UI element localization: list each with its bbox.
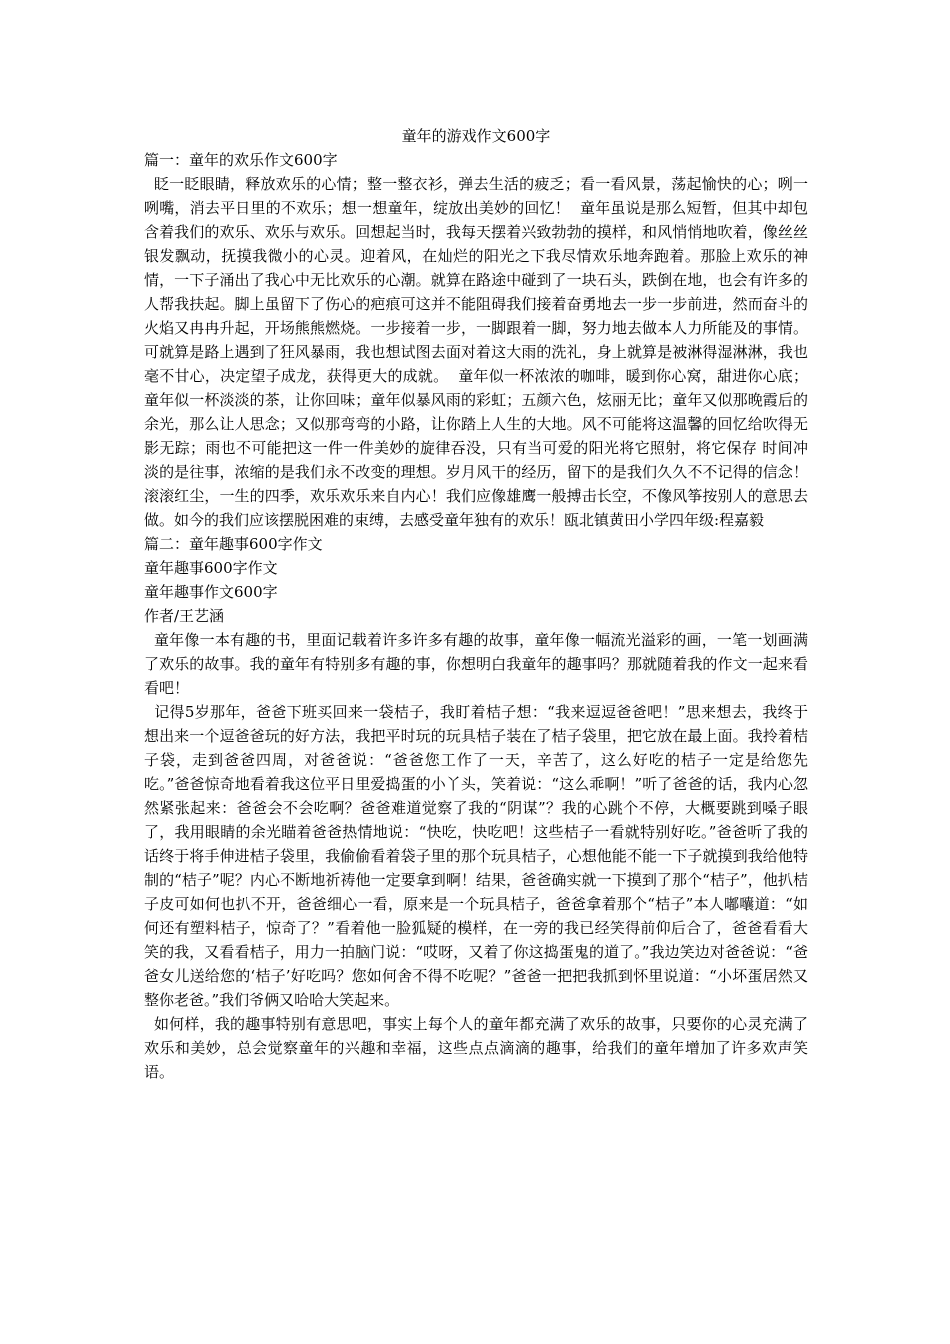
section1-heading: 篇一：童年的欢乐作文600字 — [144, 151, 338, 169]
section2-paragraph-3: 如何样，我的趣事特别有意思吧，事实上每个人的童年都充满了欢乐的故事，只要你的心灵充满了欢乐和美妙，总会觉察童年的兴趣和幸福，这些点点滴滴的趣事，给我们的童年增加了许多欢声笑语。 — [144, 1015, 808, 1081]
section2-subtitle: 童年趣事600字作文 — [144, 559, 278, 577]
document-title: 童年的游戏作文600字 — [401, 127, 551, 145]
section2-paragraph-1: 童年像一本有趣的书，里面记载着许多许多有趣的故事，童年像一幅流光溢彩的画，一笔一划画满了欢乐的故事。我的童年有特别多有趣的事，你想明白我童年的趣事吗？那就随着我的作文一起来看看吧！ — [144, 631, 808, 697]
section1-body: 眨一眨眼睛，释放欢乐的心情；整一整衣衫，弹去生活的疲乏；看一看风景，荡起愉快的心；咧一咧嘴，消去平日里的不欢乐；想一想童年，绽放出美妙的回忆！ 童年虽说是那么短暂，但其中却包含着我们的欢乐、欢乐与欢乐。回想起当时，我每天摆着兴致勃勃的摸样，和风悄悄地吹着，像丝丝银发飘动，抚摸我微小的心灵。迎着风，在灿烂的阳光之下我尽情欢乐地奔跑着。那脸上欢乐的神情，一下子涌出了我心中无比欢乐的心潮。就算在路途中碰到了一块石头，跌倒在地，也会有许多的人帮我扶起。脚上虽留下了伤心的疤痕可这并不能阻碍我们接着奋勇地去一步一步前进，然而奋斗的火焰又冉冉升起，开场熊熊燃烧。一步接着一步，一脚跟着一脚，努力地去做本人力所能及的事情。可就算是路上遇到了狂风暴雨，我也想试图去面对着这大雨的洗礼，身上就算是被淋得湿淋淋，我也毫不甘心，决定望子成龙，获得更大的成就。 童年似一杯浓浓的咖啡，暖到你心窝，甜进你心底；童年似一杯淡淡的茶，让你回味；童年似暴风雨的彩虹；五颜六色，炫丽无比；童年又似那晚霞后的余光，那么让人思念；又似那弯弯的小路，让你踏上人生的大地。风不可能将这温馨的回忆给吹得无影无踪；雨也不可能把这一件一件美妙的旋律吞没，只有当可爱的阳光将它照射，将它保存 时间冲淡的是往事，浓缩的是我们永不改变的理想。岁月风干的经历，留下的是我们久久不不记得的信念！滚滚红尘，一生的四季，欢乐欢乐来自内心！我们应像雄鹰一般搏击长空，不像风筝按别人的意思去做。如今的我们应该摆脱困难的束缚，去感受童年独有的欢乐！瓯北镇黄田小学四年级:程嘉毅 — [144, 175, 808, 529]
section2-author: 作者/王艺涵 — [144, 607, 225, 625]
document-page — [144, 124, 808, 1084]
section2-paragraph-2: 记得5岁那年，爸爸下班买回来一袋桔子，我盯着桔子想：“我来逗逗爸爸吧！”思来想去，我终于想出来一个逗爸爸玩的好方法，我把平时玩的玩具桔子装在了桔子袋里，把它放在最上面。我拎着桔子袋，走到爸爸四周，对爸爸说：“爸爸您工作了一天，辛苦了，这么好吃的桔子一定是给您先吃。”爸爸惊奇地看着我这位平日里爱捣蛋的小丫头，笑着说：“这么乖啊！”听了爸爸的话，我内心忽然紧张起来：爸爸会不会吃啊？爸爸难道觉察了我的“阴谋”？我的心跳个不停，大概要跳到嗓子眼了，我用眼睛的余光瞄着爸爸热情地说：“快吃，快吃吧！这些桔子一看就特别好吃。”爸爸听了我的话终于将手伸进桔子袋里，我偷偷看着袋子里的那个玩具桔子，心想他能不能一下子就摸到我给他特制的“桔子”呢？内心不断地祈祷他一定要拿到啊！结果，爸爸确实就一下摸到了那个“桔子”，他扒桔子皮可如何也扒不开，爸爸细心一看，原来是一个玩具桔子，爸爸拿着那个“桔子”本人嘟囔道：“如何还有塑料桔子，惊奇了？”看着他一脸狐疑的模样，在一旁的我已经笑得前仰后合了，爸爸看看大笑的我，又看看桔子，用力一拍脑门说：“哎呀，又着了你这捣蛋鬼的道了。”我边笑边对爸爸说：“爸爸女儿送给您的‘桔子’好吃吗？您如何舍不得不吃呢？”爸爸一把把我抓到怀里说道：“小坏蛋居然又整你老爸。”我们爷俩又哈哈大笑起来。 — [144, 703, 808, 1009]
section2-essay-title: 童年趣事作文600字 — [144, 583, 278, 601]
section2-heading: 篇二：童年趣事600字作文 — [144, 535, 323, 553]
